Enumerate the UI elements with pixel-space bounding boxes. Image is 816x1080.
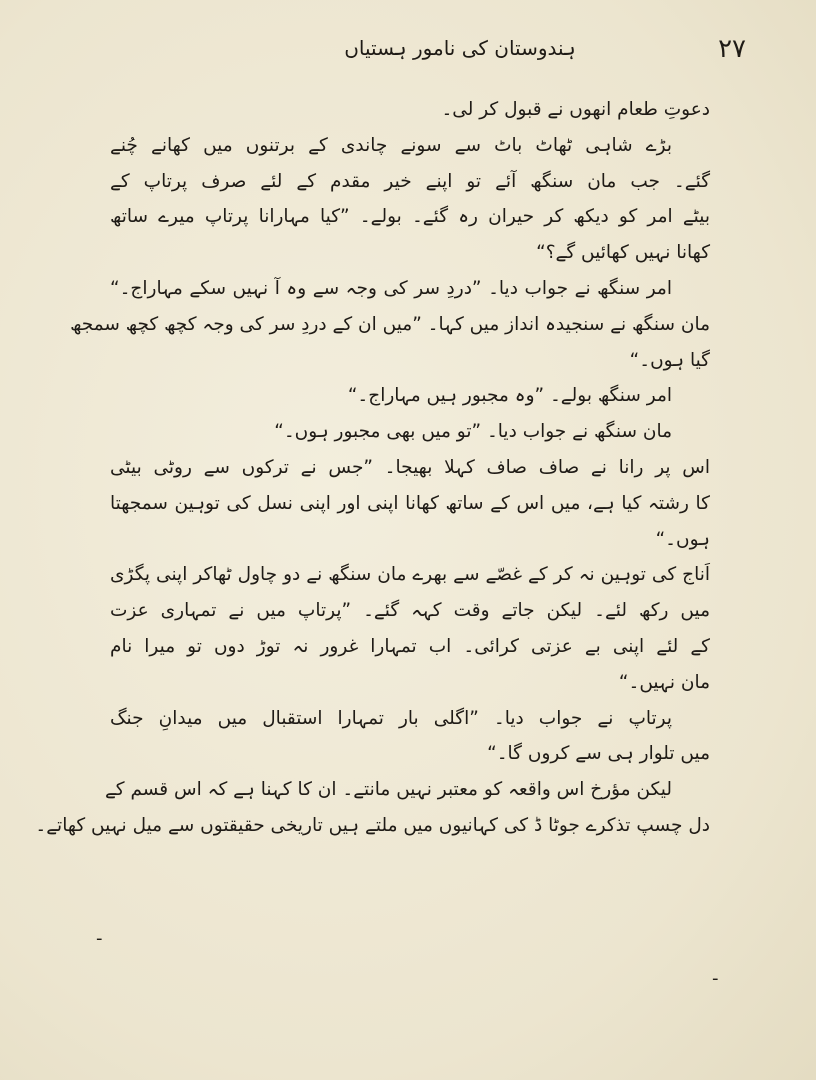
text-line: مان سنگھ نے جواب دیا۔ ”تو میں بھی مجبور ہوں۔“ (274, 421, 672, 443)
text-line: مان سنگھ نے سنجیدہ انداز میں کہا۔ ”میں ان کے دردِ سر کی وجہ کچھ کچھ سمجھ (70, 313, 710, 335)
margin-mark: - (96, 928, 103, 949)
text-line: امر سنگھ بولے۔ ”وہ مجبور ہیں مہاراج۔“ (347, 385, 672, 407)
text-line: کے لئے اپنی بے عزتی کرائی۔ اب تمہارا غرور نہ توڑ دوں تو میرا نام (110, 635, 710, 657)
text-line: اس پر رانا نے صاف صاف کہلا بھیجا۔ ”جس نے ترکوں سے روٹی بیٹی (110, 456, 710, 478)
text-line: بڑے شاہی ٹھاٹ باٹ سے سونے چاندی کے برتنوں میں کھانے چُنے (110, 134, 672, 156)
text-line: کھانا نہیں کھائیں گے؟“ (536, 242, 710, 264)
page-header (0, 30, 816, 70)
text-line: کا رشتہ کیا ہے، میں اس کے ساتھ کھانا اپنی اور اپنی نسل کی توہین سمجھتا (110, 492, 710, 514)
text-line: لیکن مؤرخ اس واقعہ کو معتبر نہیں مانتے۔ ان کا کہنا ہے کہ اس قسم کے (104, 779, 672, 801)
margin-mark: - (712, 968, 719, 989)
running-title: ہندوستان کی نامور ہستیاں (344, 36, 576, 60)
text-line: دعوتِ طعام انھوں نے قبول کر لی۔ (441, 99, 710, 120)
text-line: مان نہیں۔“ (618, 671, 710, 693)
text-line: دل چسپ تذکرے جوٹا ڈ کی کہانیوں میں ملتے ہیں تاریخی حقیقتوں سے میل نہیں کھاتے۔ (35, 814, 710, 836)
text-line: میں رکھ لئے۔ لیکن جاتے وقت کہہ گئے۔ ”پرتاپ میں نے تمہاری عزت (110, 600, 710, 622)
text-line: ہوں۔“ (655, 528, 710, 550)
text-line: بیٹے امر کو دیکھ کر حیران رہ گئے۔ بولے۔ ”کیا مہارانا پرتاپ میرے ساتھ (110, 206, 710, 228)
text-line: پرتاپ نے جواب دیا۔ ”اگلی بار تمہارا استقبال میں میدانِ جنگ (110, 707, 672, 729)
text-line: گیا ہوں۔“ (629, 349, 710, 371)
body-text (35, 92, 710, 844)
text-line: امر سنگھ نے جواب دیا۔ ”دردِ سر کی وجہ سے وہ آ نہیں سکے مہاراج۔“ (110, 277, 672, 299)
text-line: گئے۔ جب مان سنگھ آئے تو اپنے خیر مقدم کے لئے صرف پرتاپ کے (110, 170, 710, 192)
text-line: اَناج کی توہین نہ کر کے غصّے سے بھرے مان سنگھ نے دو چاول ٹھاکر اپنی پگڑی (110, 564, 710, 586)
text-line: میں تلوار ہی سے کروں گا۔“ (487, 743, 710, 765)
page-number: ۲۷ (718, 34, 746, 64)
